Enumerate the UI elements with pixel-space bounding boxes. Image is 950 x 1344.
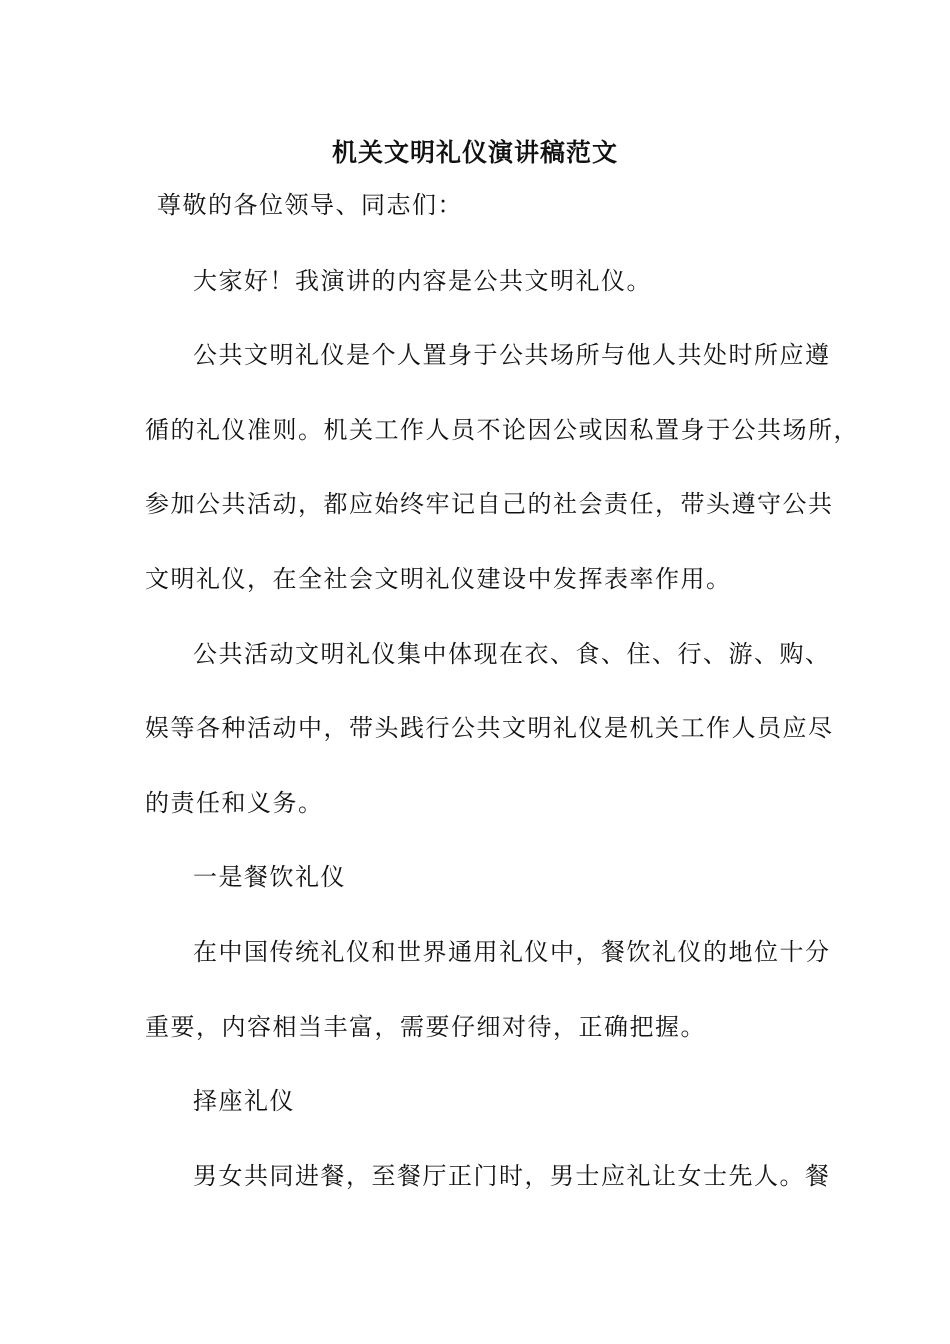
paragraph-line: 大家好！我演讲的内容是公共文明礼仪。 bbox=[193, 267, 652, 295]
paragraph-line: 重要，内容相当丰富，需要仔细对待，正确把握。 bbox=[145, 1013, 706, 1041]
paragraph-line: 文明礼仪，在全社会文明礼仪建设中发挥表率作用。 bbox=[145, 565, 732, 593]
document-title: 机关文明礼仪演讲稿范文 bbox=[331, 138, 618, 167]
salutation: 尊敬的各位领导、同志们： bbox=[157, 191, 463, 219]
paragraph-line: 男女共同进餐，至餐厅正门时，男士应礼让女士先人。餐 bbox=[193, 1162, 831, 1190]
section-heading: 一是餐饮礼仪 bbox=[193, 863, 346, 891]
paragraph-line: 循的礼仪准则。机关工作人员不论因公或因私置身于公共场所， bbox=[145, 416, 859, 444]
paragraph-line: 的责任和义务。 bbox=[145, 789, 324, 817]
paragraph-line: 娱等各种活动中，带头践行公共文明礼仪是机关工作人员应尽 bbox=[145, 714, 834, 742]
paragraph-line: 在中国传统礼仪和世界通用礼仪中，餐饮礼仪的地位十分 bbox=[193, 938, 831, 966]
paragraph-line: 公共文明礼仪是个人置身于公共场所与他人共处时所应遵 bbox=[193, 341, 831, 369]
subsection-heading: 择座礼仪 bbox=[193, 1087, 295, 1115]
paragraph-line: 公共活动文明礼仪集中体现在衣、食、住、行、游、购、 bbox=[193, 640, 831, 668]
paragraph-line: 参加公共活动，都应始终牢记自己的社会责任，带头遵守公共 bbox=[145, 490, 834, 518]
